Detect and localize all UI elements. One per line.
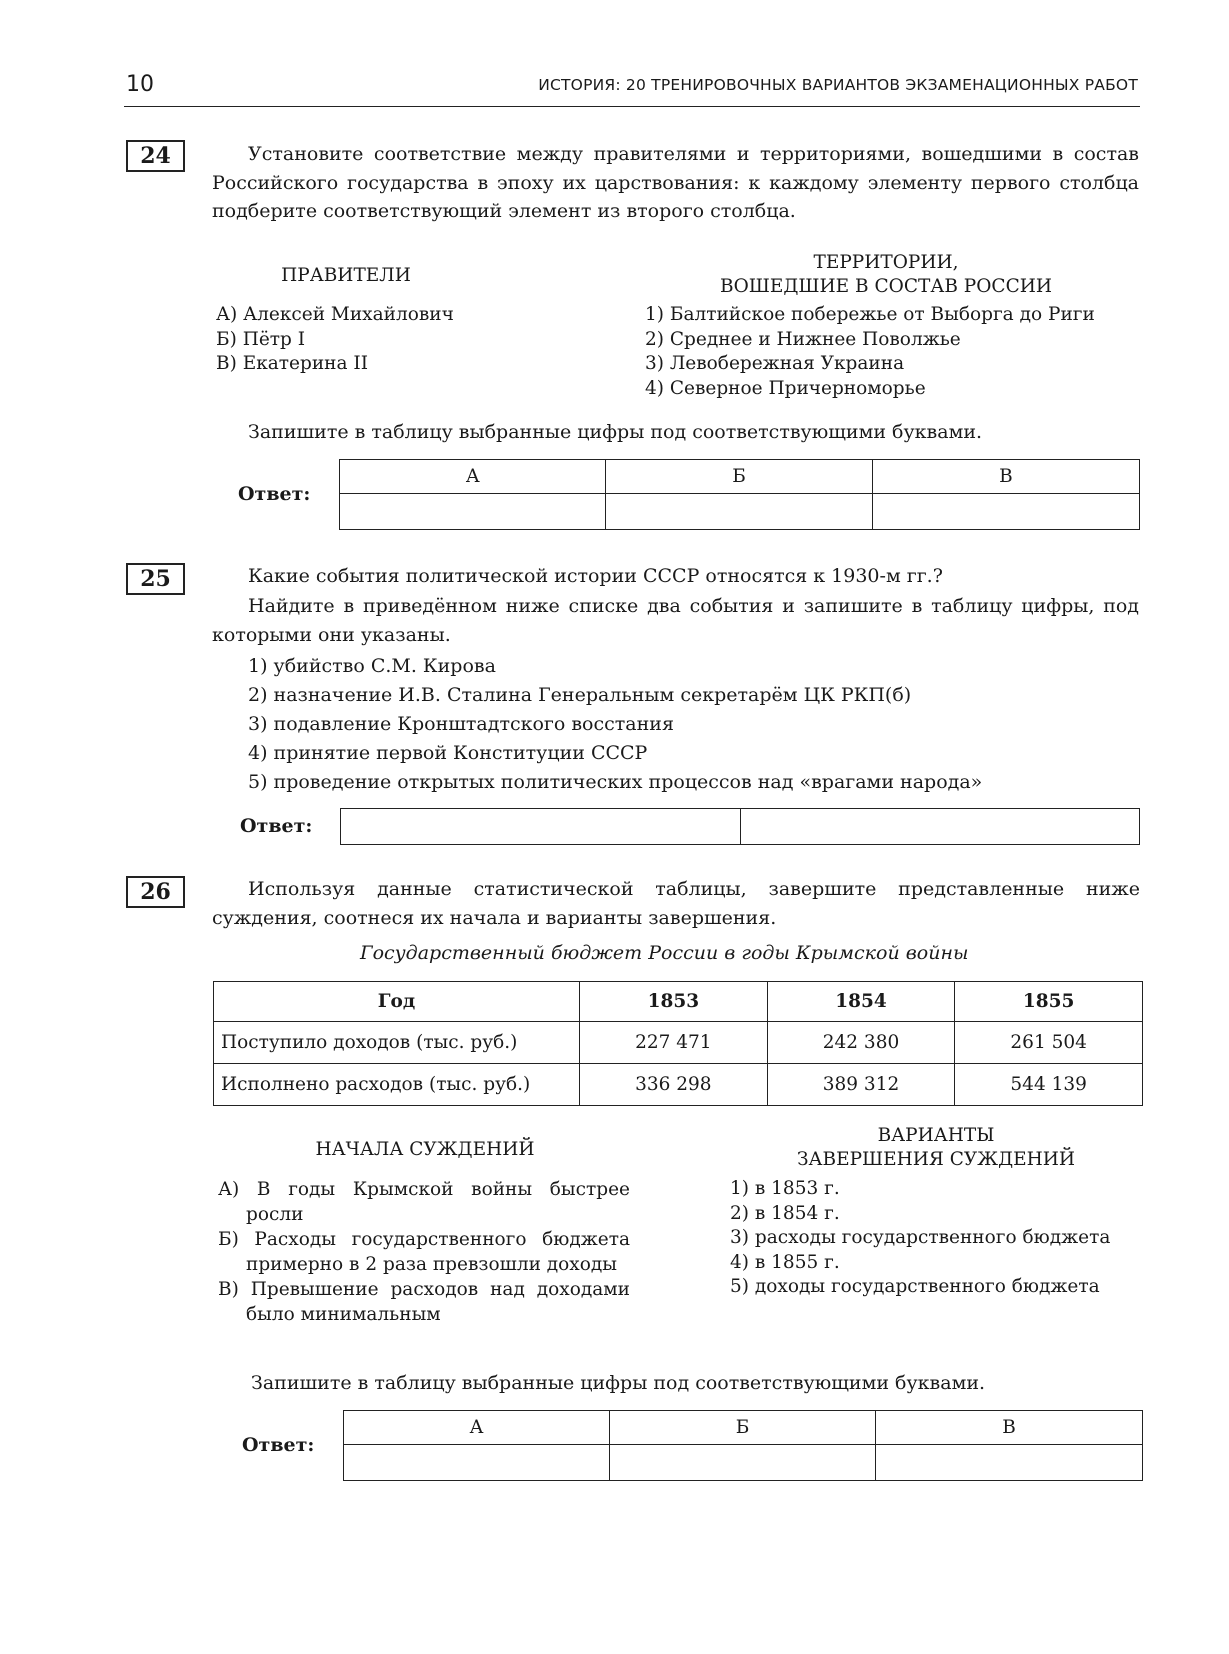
answer-column-a: А: [340, 460, 606, 494]
q24-right-heading-2: ВОШЕДШИЕ В СОСТАВ РОССИИ: [719, 276, 1052, 297]
table-row: [214, 1022, 1143, 1064]
list-item: 2) Среднее и Нижнее Поволжье: [645, 328, 961, 350]
header-divider: [124, 106, 1140, 107]
answer-column-b: Б: [606, 460, 872, 494]
q24-rulers-list: [216, 303, 576, 377]
list-item: 3) подавление Кронштадтского восстания: [248, 713, 674, 735]
q26-left-heading: НАЧАЛА СУЖДЕНИЙ: [315, 1139, 535, 1160]
list-item: 3) Левобережная Украина: [645, 353, 905, 374]
list-item: 3) расходы государственного бюджета: [730, 1227, 1111, 1248]
list-item: 4) Северное Причерноморье: [645, 377, 926, 399]
income-1854: 242 380: [767, 1022, 955, 1064]
expenses-1855: 544 139: [955, 1064, 1143, 1106]
expenses-1854: 389 312: [767, 1064, 955, 1106]
list-item: 2) назначение И.В. Сталина Генеральным секретарём ЦК РКП(б): [248, 684, 912, 706]
table-header-year: Год: [214, 982, 580, 1022]
q24-right-heading-1: ТЕРРИТОРИИ,: [813, 252, 959, 273]
answer-cell-2[interactable]: [740, 809, 1140, 845]
budget-table: [213, 981, 1143, 1106]
q25-events-list: [248, 652, 1148, 797]
q24-left-heading: ПРАВИТЕЛИ: [281, 265, 411, 286]
answer-cell-b[interactable]: [606, 494, 872, 530]
q26-text: Используя данные статистической таблицы, завершите представленные ниже суждения, соотнеся их начала и варианты завершения.: [212, 878, 1140, 929]
q26-right-heading-2: ЗАВЕРШЕНИЯ СУЖДЕНИЙ: [796, 1149, 1076, 1170]
q24-answer-label: Ответ:: [238, 483, 311, 505]
list-item: 5) доходы государственного бюджета: [730, 1276, 1100, 1297]
answer-column-b: Б: [610, 1411, 876, 1445]
table-header-1854: 1854: [767, 982, 955, 1022]
list-item: 4) в 1855 г.: [730, 1251, 840, 1273]
answer-cell-a[interactable]: [344, 1445, 610, 1481]
expenses-1853: 336 298: [580, 1064, 768, 1106]
answer-column-v: В: [872, 460, 1139, 494]
list-item: 1) в 1853 г.: [730, 1178, 840, 1199]
table-row: [214, 1064, 1143, 1106]
list-item: Б) Пётр I: [216, 328, 306, 350]
answer-cell-v[interactable]: [876, 1445, 1143, 1481]
q26-right-heading-1: ВАРИАНТЫ: [877, 1125, 995, 1146]
answer-cell-v[interactable]: [872, 494, 1139, 530]
list-item: 4) принятие первой Конституции СССР: [248, 742, 648, 764]
row-label-income: Поступило доходов (тыс. руб.): [214, 1022, 580, 1064]
q25-answer-label: Ответ:: [240, 815, 313, 837]
q25-answer-table: [340, 808, 1140, 845]
list-item: 2) в 1854 г.: [730, 1202, 840, 1224]
q24-instruction: Запишите в таблицу выбранные цифры под соответствующими буквами.: [248, 421, 983, 443]
income-1855: 261 504: [955, 1022, 1143, 1064]
list-item: 1) убийство С.М. Кирова: [248, 655, 496, 677]
list-item: А) Алексей Михайлович: [216, 304, 454, 325]
question-number-25: 25: [126, 563, 185, 595]
question-number-26: 26: [126, 876, 185, 908]
list-item: В) Екатерина II: [216, 353, 369, 374]
answer-column-a: А: [344, 1411, 610, 1445]
q26-beginnings-list: [218, 1177, 630, 1327]
q25-instruction: Найдите в приведённом ниже списке два события и запишите в таблицу цифры, под которыми они указаны.: [212, 595, 1139, 646]
q26-answer-label: Ответ:: [242, 1434, 315, 1456]
q25-question: Какие события политической истории СССР относятся к 1930-м гг.?: [248, 565, 943, 587]
q26-table-caption: Государственный бюджет России в годы Крымской войны: [360, 942, 969, 964]
q26-answer-table: [343, 1410, 1143, 1481]
row-label-expenses: Исполнено расходов (тыс. руб.): [214, 1064, 580, 1106]
table-header-1853: 1853: [580, 982, 768, 1022]
table-header-1855: 1855: [955, 982, 1143, 1022]
answer-cell-a[interactable]: [340, 494, 606, 530]
list-item: 5) проведение открытых политических процессов над «врагами народа»: [248, 771, 983, 793]
page-number: 10: [126, 72, 154, 97]
answer-cell-b[interactable]: [610, 1445, 876, 1481]
q24-text: Установите соответствие между правителями и территориями, вошедшими в состав Российского государства в эпоху их царствования: к каждому элементу первого столбца подберите соответствующий элемент из второго столбца.: [212, 143, 1139, 222]
answer-cell-1[interactable]: [341, 809, 741, 845]
question-number-24: 24: [126, 140, 185, 172]
q24-answer-table: [339, 459, 1140, 530]
running-title: ИСТОРИЯ: 20 ТРЕНИРОВОЧНЫХ ВАРИАНТОВ ЭКЗАМЕНАЦИОННЫХ РАБОТ: [538, 76, 1138, 94]
list-item: В) Превышение расходов над доходами было минимальным: [218, 1279, 630, 1325]
q26-endings-list: [730, 1177, 1150, 1300]
income-1853: 227 471: [580, 1022, 768, 1064]
list-item: Б) Расходы государственного бюджета примерно в 2 раза превзошли доходы: [218, 1229, 630, 1275]
q24-territories-list: [645, 303, 1140, 401]
list-item: 1) Балтийское побережье от Выборга до Риги: [645, 304, 1095, 325]
q26-instruction: Запишите в таблицу выбранные цифры под соответствующими буквами.: [251, 1372, 986, 1394]
answer-column-v: В: [876, 1411, 1143, 1445]
list-item: А) В годы Крымской войны быстрее росли: [218, 1179, 630, 1225]
